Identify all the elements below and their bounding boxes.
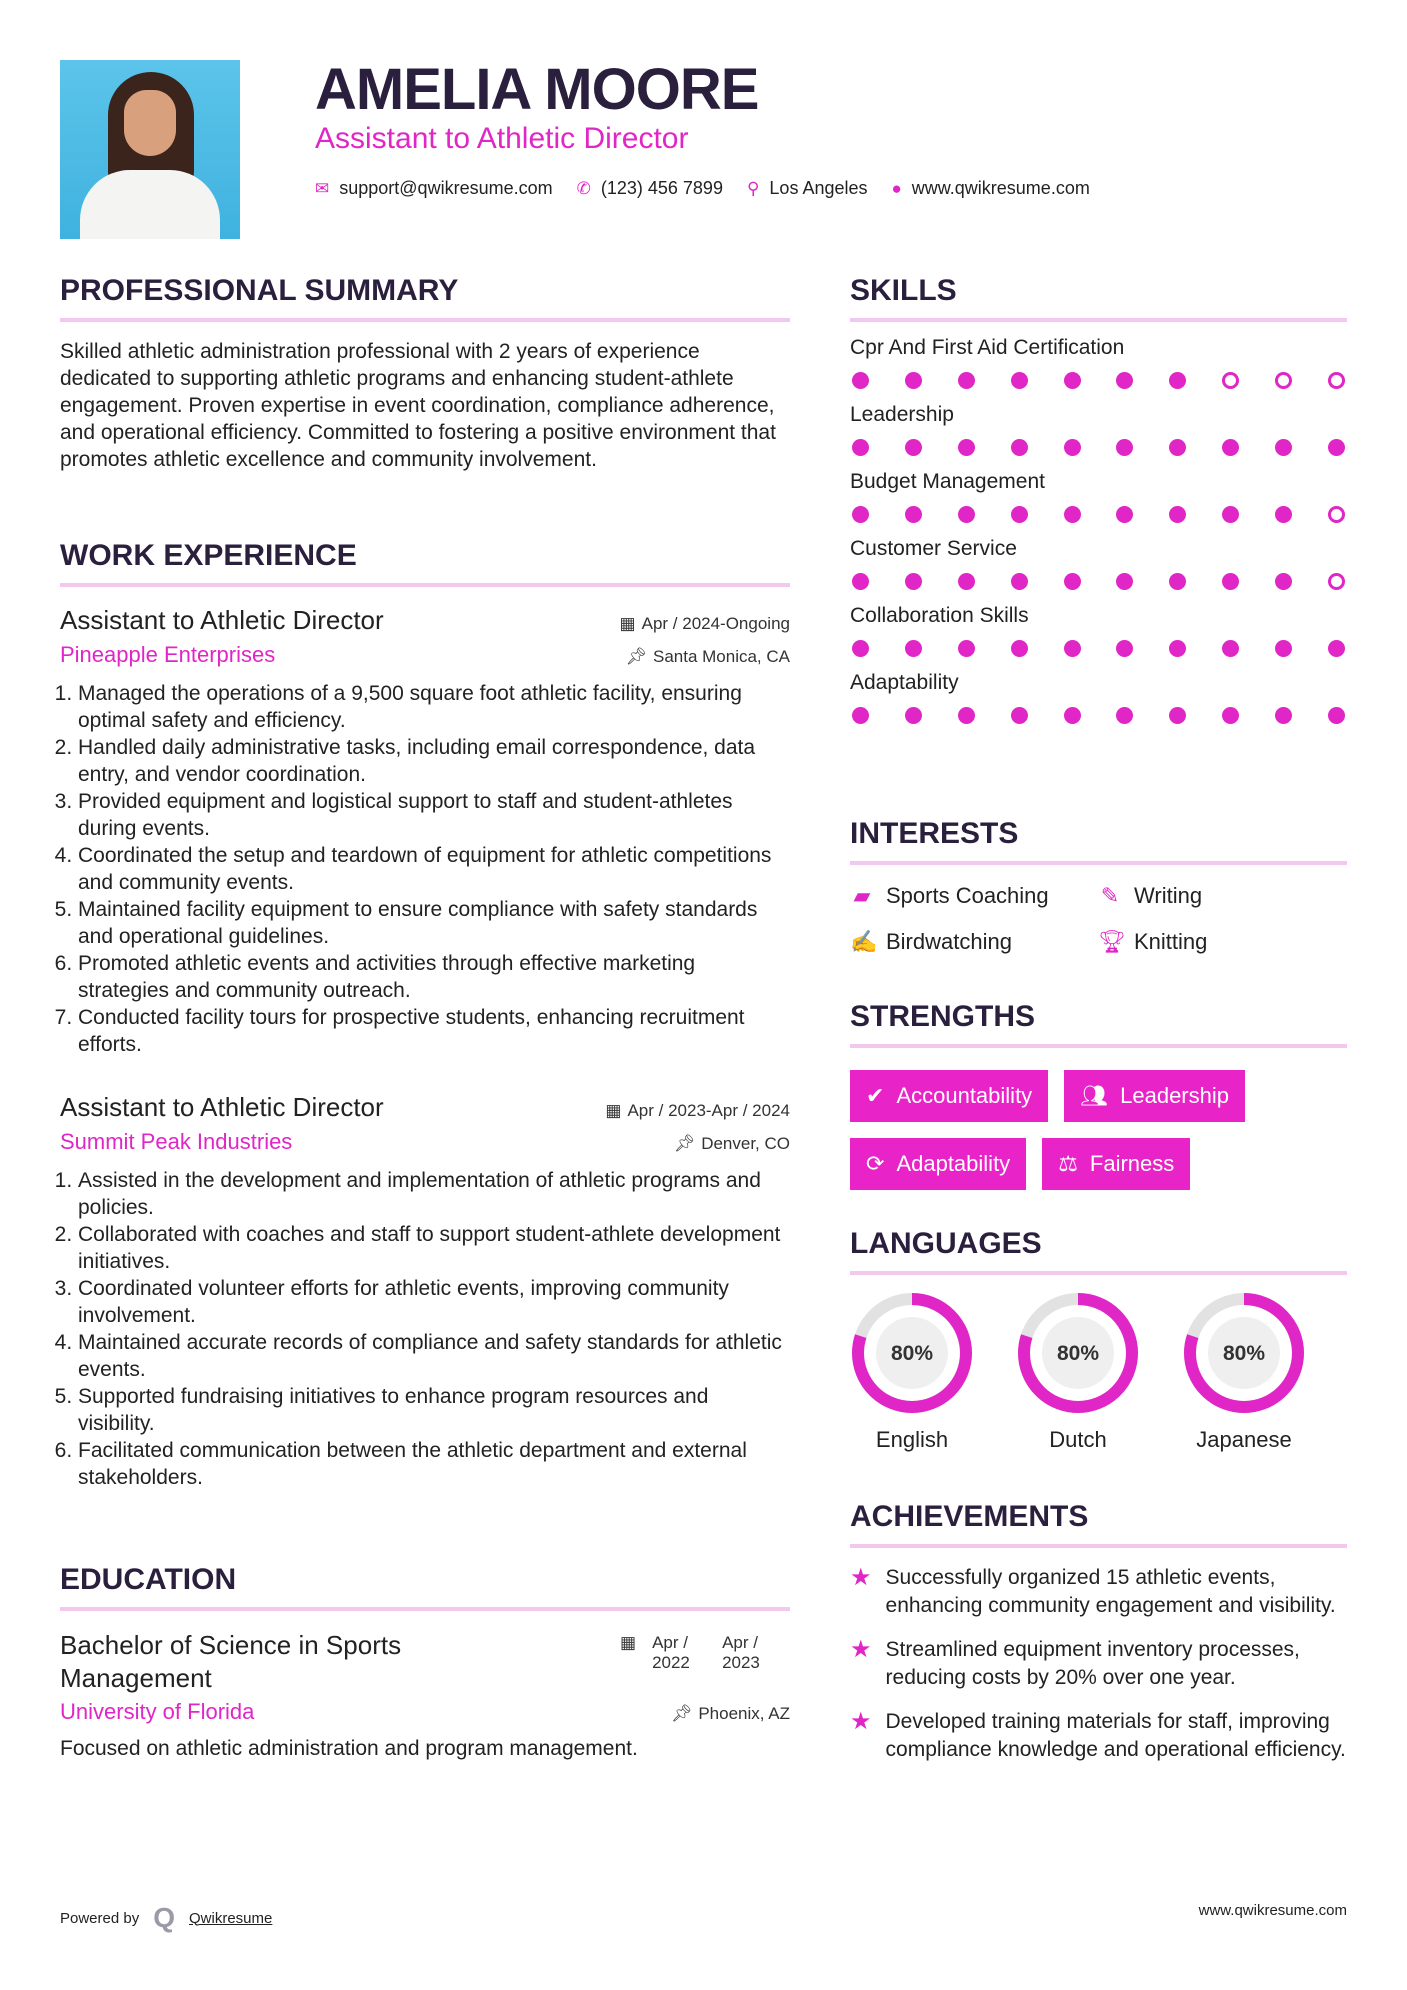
job-location: Denver, CO (701, 1134, 790, 1153)
calendar-icon: ▦ (620, 1633, 637, 1652)
edit-icon: ✍ (850, 929, 878, 954)
skill-name: Leadership (850, 403, 954, 426)
skill-dot (958, 372, 975, 389)
skill-rating (850, 439, 1347, 456)
phone-icon: ✆ (576, 178, 591, 198)
skill-dot (905, 439, 922, 456)
skill-dot (1222, 640, 1239, 657)
skill-dot (1064, 439, 1081, 456)
school: University of Florida (60, 1699, 255, 1724)
qwikresume-logo-icon: Q (153, 1902, 175, 1933)
section-heading: PROFESSIONAL SUMMARY (60, 274, 790, 322)
profile-photo (60, 60, 240, 239)
skill-name: Adaptability (850, 671, 959, 694)
achievement-text: Streamlined equipment inventory processes, reducing costs by 20% over one year. (885, 1638, 1300, 1689)
skill-dot (1328, 506, 1345, 523)
job-date: Apr / 2024-Ongoing (641, 614, 790, 633)
briefcase-icon: ▰ (853, 883, 871, 908)
skill-dot (1011, 640, 1028, 657)
refresh-icon: ⟳ (866, 1151, 885, 1176)
brand-link[interactable]: Qwikresume (189, 1909, 273, 1927)
job-bullet: 2. Collaborated with coaches and staff to support student-athlete development initiatives. (78, 1221, 790, 1275)
skill-dot (1169, 573, 1186, 590)
skill-dot (1116, 372, 1133, 389)
skill-dot (1011, 439, 1028, 456)
section-heading: EDUCATION (60, 1563, 790, 1611)
skill-dot (1116, 439, 1133, 456)
skill-dot (1064, 707, 1081, 724)
skill-dot (1222, 372, 1239, 389)
skill-item (850, 336, 1347, 389)
contact-phone[interactable]: (123) 456 7899 (600, 178, 723, 198)
skill-dot (1011, 573, 1028, 590)
skill-dot (1064, 372, 1081, 389)
skill-dot (958, 707, 975, 724)
skill-dot (852, 372, 869, 389)
strength-label: Fairness (1089, 1151, 1175, 1176)
balance-scale-icon: ⚖ (1058, 1151, 1078, 1176)
skill-dot (1011, 707, 1028, 724)
section-heading: LANGUAGES (850, 1227, 1347, 1275)
skill-dot (1169, 439, 1186, 456)
skill-dot (1275, 439, 1292, 456)
language-item (850, 1291, 974, 1453)
skill-dot (905, 573, 922, 590)
job-bullet: 5. Supported fundraising initiatives to enhance program resources and visibility. (78, 1383, 790, 1437)
job-title: Assistant to Athletic Director (60, 1092, 384, 1122)
language-item (1182, 1291, 1306, 1453)
section-heading: INTERESTS (850, 817, 1347, 865)
skill-item (850, 470, 1347, 523)
pin-icon: 📌︎ (670, 1704, 693, 1723)
skill-dot (958, 640, 975, 657)
users-icon: 👥︎ (1080, 1083, 1109, 1108)
skill-dot (1169, 640, 1186, 657)
skill-item (850, 671, 1347, 724)
check-circle-icon: ✔ (866, 1083, 885, 1108)
skill-dot (852, 640, 869, 657)
summary-section (60, 274, 790, 473)
section-heading: WORK EXPERIENCE (60, 539, 790, 587)
skill-dot (1064, 506, 1081, 523)
skill-dot (1275, 372, 1292, 389)
skill-rating (850, 707, 1347, 724)
language-percent: 80% (1056, 1342, 1100, 1365)
candidate-name: AMELIA MOORE (315, 57, 759, 122)
job-bullet: 7. Conducted facility tours for prospective students, enhancing recruitment efforts. (78, 1004, 790, 1058)
summary-text: Skilled athletic administration professional with 2 years of experience dedicated to supporting athletic programs and enhancing student-athlete engagement. Proven expertise in event coordination, compliance adherence, and operational efficiency. Committed to fostering a positive environment that promotes athletic excellence and community involvement. (60, 340, 776, 471)
envelope-icon: ✉ (315, 178, 330, 198)
skill-item (850, 604, 1347, 657)
interest-item (1098, 929, 1338, 955)
skill-dot (1328, 372, 1345, 389)
language-item (1016, 1291, 1140, 1453)
star-icon: ★ (850, 1564, 872, 1591)
skill-dot (1328, 707, 1345, 724)
star-icon: ★ (850, 1636, 872, 1663)
job-entry (60, 605, 790, 1058)
languages-section (850, 1227, 1347, 1453)
skill-dot (852, 573, 869, 590)
contact-website[interactable]: www.qwikresume.com (911, 178, 1090, 198)
interest-label: Birdwatching (886, 929, 1012, 954)
work-section (60, 539, 790, 1491)
skill-dot (1275, 640, 1292, 657)
strength-tag (850, 1070, 1048, 1122)
strength-label: Adaptability (896, 1151, 1011, 1176)
skill-dot (852, 707, 869, 724)
job-date: Apr / 2023-Apr / 2024 (627, 1101, 790, 1120)
company-name: Pineapple Enterprises (60, 642, 276, 667)
skill-rating (850, 506, 1347, 523)
achievement-item (850, 1636, 1347, 1692)
skill-dot (1064, 573, 1081, 590)
job-bullet: 4. Maintained accurate records of compliance and safety standards for athletic events. (78, 1329, 790, 1383)
skill-dot (905, 707, 922, 724)
strength-tag (850, 1138, 1026, 1190)
skill-dot (1064, 640, 1081, 657)
section-heading: ACHIEVEMENTS (850, 1500, 1347, 1548)
skill-dot (958, 573, 975, 590)
achievement-text: Successfully organized 15 athletic events, enhancing community engagement and visibility. (885, 1566, 1336, 1617)
section-heading: STRENGTHS (850, 1000, 1347, 1048)
skill-dot (1222, 707, 1239, 724)
language-ring (1182, 1291, 1306, 1415)
education-section (60, 1563, 790, 1762)
edu-start: Apr / 2022 (652, 1633, 690, 1672)
achievement-text: Developed training materials for staff, improving compliance knowledge and operational efficiency. (885, 1710, 1346, 1761)
job-title: Assistant to Athletic Director (60, 605, 384, 635)
skill-dot (1116, 506, 1133, 523)
job-bullet: 4. Coordinated the setup and teardown of equipment for athletic competitions and community events. (78, 842, 790, 896)
pin-icon: 📌︎ (625, 647, 647, 666)
pin-icon: 📌︎ (673, 1134, 696, 1153)
interest-item (850, 883, 1098, 909)
interests-section (850, 817, 1347, 955)
skill-name: Budget Management (850, 470, 1045, 493)
footer-url[interactable]: www.qwikresume.com (1198, 1902, 1347, 1919)
globe-icon: ● (891, 178, 902, 198)
job-bullet: 3. Coordinated volunteer efforts for athletic events, improving community involvement. (78, 1275, 790, 1329)
language-name: Japanese (1196, 1427, 1292, 1452)
skill-dot (1328, 439, 1345, 456)
skill-rating (850, 573, 1347, 590)
calendar-icon: ▦ (619, 614, 636, 633)
language-name: English (875, 1427, 949, 1452)
language-percent: 80% (890, 1342, 934, 1365)
skill-dot (905, 372, 922, 389)
language-ring (1016, 1291, 1140, 1415)
skill-name: Cpr And First Aid Certification (850, 336, 1125, 359)
footer-powered (60, 1902, 272, 1934)
job-bullet: 5. Maintained facility equipment to ensure compliance with safety standards and operational guidelines. (78, 896, 790, 950)
contact-bar (315, 178, 1090, 199)
strength-tag (1064, 1070, 1245, 1122)
skill-dot (1275, 506, 1292, 523)
job-location: Santa Monica, CA (652, 647, 790, 666)
trophy-icon: 🏆︎ (1098, 929, 1126, 954)
achievement-item (850, 1564, 1347, 1620)
skill-item (850, 403, 1347, 456)
skill-dot (1116, 640, 1133, 657)
skill-dot (1328, 573, 1345, 590)
calendar-icon: ▦ (605, 1101, 622, 1120)
strength-label: Accountability (896, 1083, 1033, 1108)
degree: Bachelor of Science in Sports Management (60, 1630, 402, 1693)
section-heading: SKILLS (850, 274, 1347, 322)
skill-rating (850, 640, 1347, 657)
strength-tag (1042, 1138, 1190, 1190)
skill-dot (1275, 707, 1292, 724)
skill-dot (852, 439, 869, 456)
skill-name: Collaboration Skills (850, 604, 1029, 627)
candidate-title: Assistant to Athletic Director (315, 122, 689, 155)
company-name: Summit Peak Industries (60, 1129, 293, 1154)
edu-description: Focused on athletic administration and program management. (60, 1737, 638, 1760)
job-bullet: 6. Facilitated communication between the athletic department and external stakeholders. (78, 1437, 790, 1491)
job-bullet: 1. Assisted in the development and implementation of athletic programs and policies. (78, 1167, 790, 1221)
skill-dot (905, 506, 922, 523)
language-ring (850, 1291, 974, 1415)
job-bullet: 2. Handled daily administrative tasks, including email correspondence, data entry, and vendor coordination. (78, 734, 790, 788)
skill-dot (1222, 573, 1239, 590)
skill-dot (1328, 640, 1345, 657)
strengths-section (850, 1000, 1347, 1190)
skill-dot (905, 640, 922, 657)
pencil-icon: ✎ (1100, 883, 1120, 908)
strength-label: Leadership (1120, 1083, 1229, 1108)
interest-label: Sports Coaching (886, 883, 1049, 908)
skill-item (850, 537, 1347, 590)
skill-dot (1011, 372, 1028, 389)
star-icon: ★ (850, 1708, 872, 1735)
skill-dot (958, 439, 975, 456)
edu-location: Phoenix, AZ (698, 1704, 790, 1723)
edu-end: Apr / 2023 (722, 1633, 760, 1672)
skill-dot (1222, 439, 1239, 456)
job-bullet: 1. Managed the operations of a 9,500 square foot athletic facility, ensuring optimal safety and efficiency. (78, 680, 790, 734)
job-bullet: 6. Promoted athletic events and activities through effective marketing strategies and community outreach. (78, 950, 790, 1004)
interest-item (850, 929, 1098, 955)
language-name: Dutch (1049, 1427, 1107, 1452)
powered-by-text: Powered by (60, 1909, 140, 1927)
skill-dot (1169, 506, 1186, 523)
skill-dot (1169, 707, 1186, 724)
skills-section (850, 274, 1347, 724)
skill-dot (1169, 372, 1186, 389)
interest-label: Knitting (1134, 929, 1208, 954)
map-marker-icon: ⚲ (746, 178, 760, 198)
skill-dot (958, 506, 975, 523)
job-bullet: 3. Provided equipment and logistical support to staff and student-athletes during events. (78, 788, 790, 842)
interest-label: Writing (1134, 883, 1203, 908)
skill-dot (1116, 707, 1133, 724)
skill-dot (852, 506, 869, 523)
skill-name: Customer Service (850, 537, 1017, 560)
contact-location: Los Angeles (769, 178, 868, 198)
skill-dot (1116, 573, 1133, 590)
skill-dot (1222, 506, 1239, 523)
language-percent: 80% (1222, 1342, 1266, 1365)
achievement-item (850, 1708, 1347, 1764)
achievements-section (850, 1500, 1347, 1764)
interest-item (1098, 883, 1338, 909)
skill-rating (850, 372, 1347, 389)
skill-dot (1275, 573, 1292, 590)
contact-email[interactable]: support@qwikresume.com (339, 178, 553, 198)
skill-dot (1011, 506, 1028, 523)
job-entry (60, 1092, 790, 1491)
